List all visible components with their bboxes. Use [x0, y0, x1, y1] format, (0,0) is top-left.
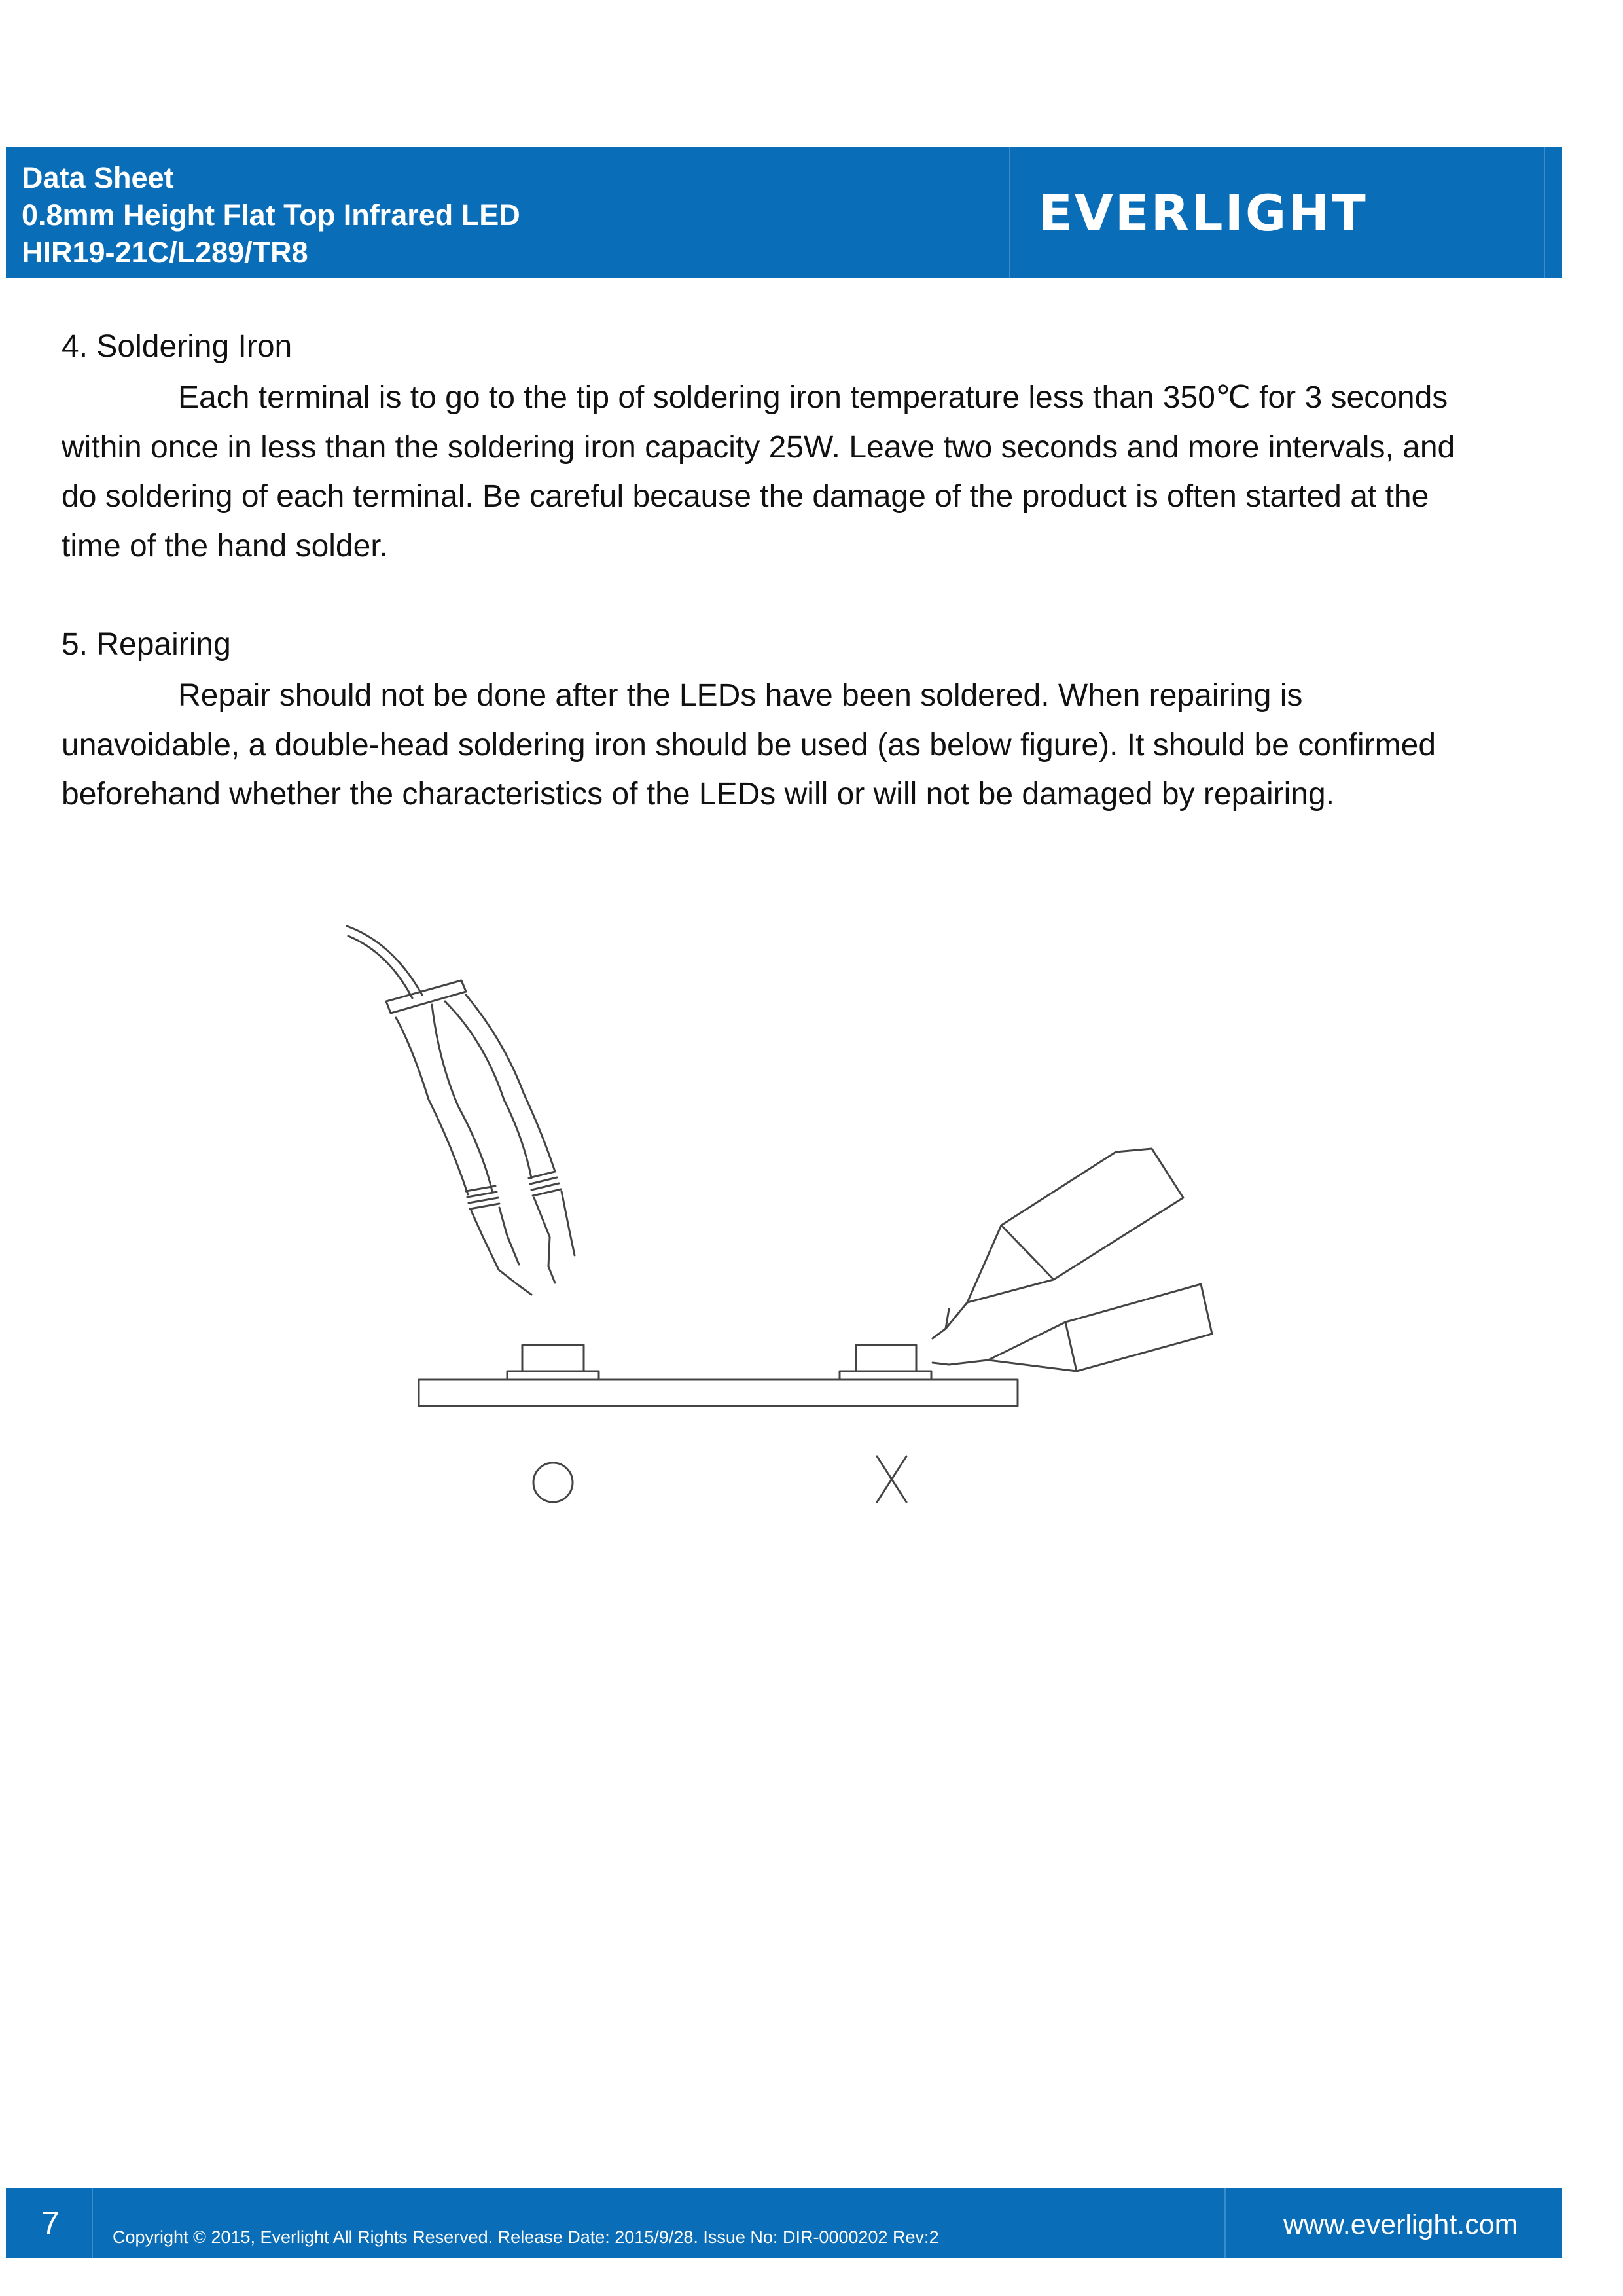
section-title-repairing: 5. Repairing [62, 627, 231, 662]
page-number: 7 [41, 2205, 60, 2242]
section-body-text: Repair should not be done after the LEDs have been soldered. When repairing is unavoidable, a double-head soldering iron should be used (as below figure). It should be confirmed beforehand whether the characteristics of the LEDs will or will not be damaged by repairing. [62, 678, 1436, 812]
section-title-soldering-iron: 4. Soldering Iron [62, 329, 293, 364]
document-footer [6, 2188, 1562, 2258]
double-head-soldering-iron-icon [347, 926, 575, 1295]
led-on-pcb-icon [419, 1345, 1018, 1406]
header-product-name: 0.8mm Height Flat Top Infrared LED [22, 198, 520, 232]
everlight-logo: EVERLIGHT [1039, 184, 1368, 242]
header-doc-type: Data Sheet [22, 161, 174, 194]
website-link[interactable]: www.everlight.com [1283, 2209, 1518, 2240]
section-body-text: Each terminal is to go to the tip of soldering iron temperature less than 350℃ for 3 seconds within once in less than the soldering iron capacity 25W. Leave two seconds and more intervals, and do soldering of each terminal. Be careful because the damage of the product is often started at the time of the hand solder. [62, 380, 1455, 564]
correct-circle-mark-icon [533, 1463, 573, 1502]
incorrect-x-mark-icon [877, 1456, 906, 1502]
footer-divider-right [1224, 2188, 1226, 2258]
footer-divider-left [92, 2188, 93, 2258]
header-part-number: HIR19-21C/L289/TR8 [22, 236, 308, 269]
single-soldering-iron-icon [933, 1149, 1212, 1371]
copyright-notice: Copyright © 2015, Everlight All Rights Reserved. Release Date: 2015/9/28. Issue No: DIR-0000202 Rev:2 [113, 2227, 939, 2247]
